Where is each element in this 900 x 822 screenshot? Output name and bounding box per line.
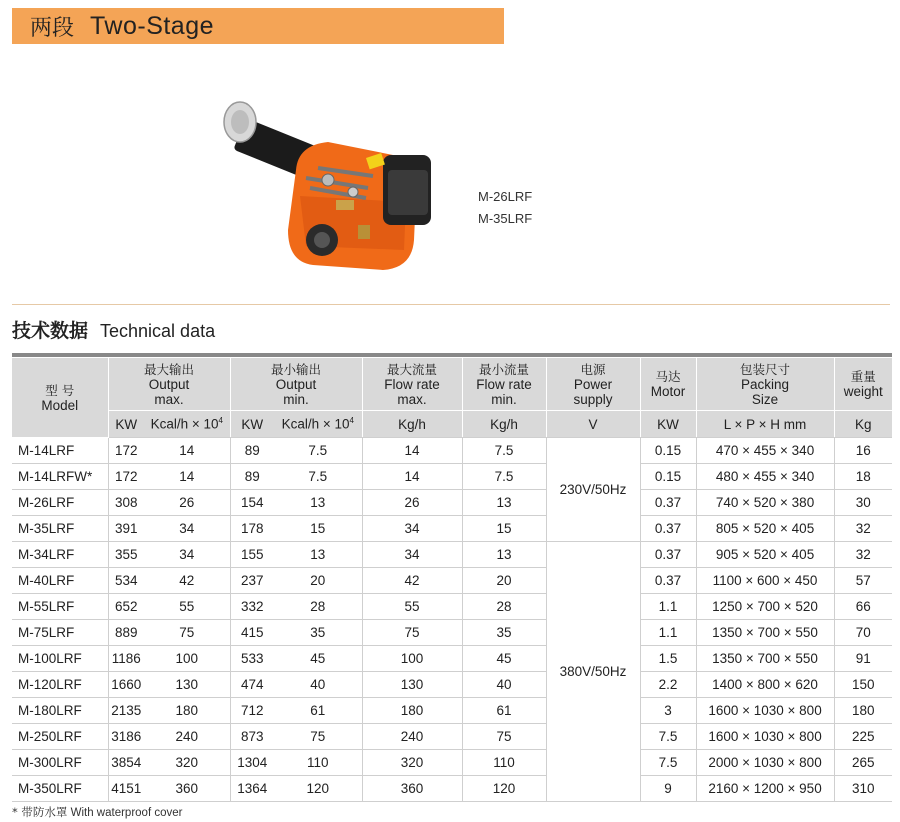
cell-model: M-55LRF (12, 594, 108, 620)
cell-motor: 0.37 (640, 568, 696, 594)
footnote-en: With waterproof cover (70, 807, 183, 819)
cell-motor: 7.5 (640, 750, 696, 776)
cell-power-supply: 380V/50Hz (546, 542, 640, 802)
cell-kw-min: 154 (230, 490, 274, 516)
unit-kw-max: KW (108, 411, 144, 438)
header-output-min-en2: min. (283, 391, 309, 407)
header-flow-max (362, 358, 462, 411)
unit-size: L × P × H mm (696, 411, 834, 438)
header-motor-cn: 马达 (655, 369, 681, 384)
cell-flow-min: 20 (462, 568, 546, 594)
cell-weight: 91 (834, 646, 892, 672)
cell-weight: 150 (834, 672, 892, 698)
header-packing-en1: Packing (741, 376, 790, 392)
cell-kcal-max: 55 (144, 594, 230, 620)
cell-kcal-max: 14 (144, 464, 230, 490)
banner-title-cn: 两段 (30, 15, 75, 41)
header-output-min-en1: Output (275, 376, 317, 392)
cell-flow-min: 13 (462, 542, 546, 568)
table-row (12, 620, 892, 646)
cell-size: 905 × 520 × 405 (696, 542, 834, 568)
cell-kcal-min: 13 (274, 490, 362, 516)
header-output-max-en1: Output (148, 376, 190, 392)
cell-kw-min: 1304 (230, 750, 274, 776)
cell-kw-min: 873 (230, 724, 274, 750)
cell-weight: 16 (834, 438, 892, 464)
cell-kw-min: 155 (230, 542, 274, 568)
table-row (12, 490, 892, 516)
unit-kcal-max-text: Kcal/h × 10 (150, 416, 219, 432)
header-flow-max-en1: Flow rate (384, 376, 440, 392)
header-output-max (108, 358, 230, 411)
unit-motor: KW (640, 411, 696, 438)
cell-kw-min: 89 (230, 464, 274, 490)
cell-flow-max: 14 (362, 438, 462, 464)
table-row (12, 776, 892, 802)
table-row (12, 750, 892, 776)
section-banner (12, 8, 504, 44)
header-power-en2: supply (573, 391, 613, 407)
cell-motor: 1.1 (640, 620, 696, 646)
cell-flow-max: 320 (362, 750, 462, 776)
cell-kw-max: 889 (108, 620, 144, 646)
burner-product-image (218, 100, 448, 280)
cell-size: 470 × 455 × 340 (696, 438, 834, 464)
cell-kcal-max: 42 (144, 568, 230, 594)
table-row (12, 698, 892, 724)
cell-kcal-min: 110 (274, 750, 362, 776)
cell-size: 1350 × 700 × 550 (696, 646, 834, 672)
cell-kw-max: 355 (108, 542, 144, 568)
cell-flow-max: 14 (362, 464, 462, 490)
cell-motor: 0.37 (640, 542, 696, 568)
unit-flow-min: Kg/h (462, 411, 546, 438)
cell-kw-max: 652 (108, 594, 144, 620)
cell-flow-max: 34 (362, 516, 462, 542)
technical-data-title (12, 316, 215, 343)
cell-flow-max: 34 (362, 542, 462, 568)
unit-kcal-min (274, 411, 362, 438)
unit-kcal-max (144, 411, 230, 438)
header-flow-min (462, 358, 546, 411)
cell-kw-min: 332 (230, 594, 274, 620)
header-flow-min-en2: min. (491, 391, 517, 407)
footnote (12, 804, 182, 820)
cell-flow-max: 180 (362, 698, 462, 724)
cell-kw-min: 415 (230, 620, 274, 646)
banner-title-en: Two-Stage (90, 11, 215, 40)
cell-model: M-34LRF (12, 542, 108, 568)
table-row (12, 724, 892, 750)
cell-flow-max: 240 (362, 724, 462, 750)
section-divider (12, 304, 890, 305)
header-packing-en2: Size (751, 391, 779, 407)
technical-data-table (12, 358, 892, 802)
cell-size: 2000 × 1030 × 800 (696, 750, 834, 776)
cell-kcal-min: 7.5 (274, 464, 362, 490)
header-flow-max-cn: 最大流量 (387, 361, 438, 377)
cell-power-supply: 230V/50Hz (546, 438, 640, 542)
cell-weight: 32 (834, 516, 892, 542)
cell-flow-max: 42 (362, 568, 462, 594)
header-flow-max-en2: max. (397, 391, 427, 407)
cell-model: M-40LRF (12, 568, 108, 594)
cell-model: M-75LRF (12, 620, 108, 646)
cell-size: 805 × 520 × 405 (696, 516, 834, 542)
header-output-max-cn: 最大输出 (144, 361, 195, 377)
header-row-main (12, 358, 892, 411)
cell-flow-min: 45 (462, 646, 546, 672)
cell-size: 740 × 520 × 380 (696, 490, 834, 516)
cell-size: 1350 × 700 × 550 (696, 620, 834, 646)
header-row-units (12, 411, 892, 438)
cell-flow-min: 28 (462, 594, 546, 620)
cell-kw-max: 308 (108, 490, 144, 516)
cell-kcal-max: 320 (144, 750, 230, 776)
unit-flow-max: Kg/h (362, 411, 462, 438)
cell-flow-min: 40 (462, 672, 546, 698)
cell-kcal-max: 34 (144, 542, 230, 568)
cell-model: M-14LRF (12, 438, 108, 464)
header-packing-cn: 包装尺寸 (740, 361, 791, 377)
table-row (12, 464, 892, 490)
cell-kcal-min: 15 (274, 516, 362, 542)
cell-flow-min: 61 (462, 698, 546, 724)
cell-kcal-min: 75 (274, 724, 362, 750)
cell-kw-max: 1186 (108, 646, 144, 672)
cell-kw-max: 2135 (108, 698, 144, 724)
cell-kcal-max: 14 (144, 438, 230, 464)
pictured-model: M-26LRF (478, 189, 533, 204)
header-packing (696, 358, 834, 411)
table-row (12, 542, 892, 568)
cell-kw-max: 391 (108, 516, 144, 542)
table-top-rule (12, 353, 892, 357)
cell-flow-max: 55 (362, 594, 462, 620)
cell-flow-max: 360 (362, 776, 462, 802)
cell-flow-max: 26 (362, 490, 462, 516)
header-flow-min-en1: Flow rate (476, 376, 532, 392)
header-motor (640, 358, 696, 411)
header-output-min-cn: 最小输出 (271, 361, 322, 377)
cell-motor: 1.5 (640, 646, 696, 672)
cell-kw-min: 237 (230, 568, 274, 594)
cell-kw-max: 4151 (108, 776, 144, 802)
cell-weight: 57 (834, 568, 892, 594)
unit-kcal-min-text: Kcal/h × 10 (281, 416, 350, 432)
cell-size: 1250 × 700 × 520 (696, 594, 834, 620)
cell-model: M-350LRF (12, 776, 108, 802)
unit-volt: V (546, 411, 640, 438)
header-power-cn: 电源 (580, 361, 606, 377)
unit-kcal-min-exp: 4 (349, 416, 354, 426)
cell-flow-min: 7.5 (462, 464, 546, 490)
cell-motor: 0.15 (640, 464, 696, 490)
cell-model: M-120LRF (12, 672, 108, 698)
cell-weight: 180 (834, 698, 892, 724)
table-row (12, 568, 892, 594)
cell-kcal-min: 20 (274, 568, 362, 594)
cell-weight: 18 (834, 464, 892, 490)
cell-size: 480 × 455 × 340 (696, 464, 834, 490)
cell-kw-max: 3854 (108, 750, 144, 776)
cell-flow-max: 75 (362, 620, 462, 646)
cell-motor: 1.1 (640, 594, 696, 620)
cell-model: M-35LRF (12, 516, 108, 542)
cell-motor: 9 (640, 776, 696, 802)
cell-kcal-max: 100 (144, 646, 230, 672)
cell-kw-min: 1364 (230, 776, 274, 802)
cell-kcal-max: 130 (144, 672, 230, 698)
cell-kcal-min: 40 (274, 672, 362, 698)
cell-model: M-250LRF (12, 724, 108, 750)
cell-kcal-min: 7.5 (274, 438, 362, 464)
header-power-en1: Power (573, 376, 613, 392)
table-row (12, 516, 892, 542)
cell-flow-max: 130 (362, 672, 462, 698)
cell-kw-min: 533 (230, 646, 274, 672)
cell-kcal-min: 61 (274, 698, 362, 724)
cell-flow-min: 120 (462, 776, 546, 802)
unit-weight: Kg (834, 411, 892, 438)
header-model-cn: 型 号 (45, 382, 75, 398)
cell-kw-max: 3186 (108, 724, 144, 750)
cell-flow-min: 110 (462, 750, 546, 776)
header-output-min (230, 358, 362, 411)
cell-weight: 32 (834, 542, 892, 568)
cell-model: M-100LRF (12, 646, 108, 672)
cell-flow-min: 15 (462, 516, 546, 542)
cell-flow-min: 7.5 (462, 438, 546, 464)
header-model (12, 358, 108, 438)
cell-kw-max: 172 (108, 438, 144, 464)
table-row (12, 646, 892, 672)
cell-kcal-max: 240 (144, 724, 230, 750)
cell-motor: 0.15 (640, 438, 696, 464)
cell-kcal-max: 360 (144, 776, 230, 802)
pictured-model: M-35LRF (478, 211, 533, 226)
cell-motor: 0.37 (640, 490, 696, 516)
unit-kw-min: KW (230, 411, 274, 438)
cell-flow-min: 13 (462, 490, 546, 516)
cell-kw-min: 712 (230, 698, 274, 724)
cell-weight: 66 (834, 594, 892, 620)
cell-size: 1600 × 1030 × 800 (696, 724, 834, 750)
unit-kcal-max-exp: 4 (218, 416, 223, 426)
cell-kw-max: 534 (108, 568, 144, 594)
cell-motor: 0.37 (640, 516, 696, 542)
cell-motor: 7.5 (640, 724, 696, 750)
cell-motor: 3 (640, 698, 696, 724)
cell-model: M-14LRFW* (12, 464, 108, 490)
cell-kcal-min: 13 (274, 542, 362, 568)
cell-kcal-min: 45 (274, 646, 362, 672)
cell-kcal-min: 120 (274, 776, 362, 802)
cell-flow-min: 75 (462, 724, 546, 750)
cell-kcal-max: 180 (144, 698, 230, 724)
footnote-cn: * 带防水罩 (12, 805, 68, 819)
cell-size: 1100 × 600 × 450 (696, 568, 834, 594)
cell-weight: 265 (834, 750, 892, 776)
cell-kw-max: 1660 (108, 672, 144, 698)
cell-motor: 2.2 (640, 672, 696, 698)
cell-kcal-max: 75 (144, 620, 230, 646)
cell-size: 2160 × 1200 × 950 (696, 776, 834, 802)
cell-size: 1600 × 1030 × 800 (696, 698, 834, 724)
header-motor-en: Motor (650, 384, 686, 399)
cell-flow-min: 35 (462, 620, 546, 646)
header-flow-min-cn: 最小流量 (479, 361, 530, 377)
cell-weight: 70 (834, 620, 892, 646)
header-weight-cn: 重量 (850, 369, 876, 384)
table-row (12, 438, 892, 464)
cell-kcal-min: 35 (274, 620, 362, 646)
cell-kcal-max: 34 (144, 516, 230, 542)
cell-kw-min: 89 (230, 438, 274, 464)
cell-model: M-26LRF (12, 490, 108, 516)
cell-kcal-min: 28 (274, 594, 362, 620)
cell-flow-max: 100 (362, 646, 462, 672)
tech-title-cn: 技术数据 (12, 320, 89, 342)
table-row (12, 672, 892, 698)
header-weight-en: weight (843, 384, 883, 399)
cell-kcal-max: 26 (144, 490, 230, 516)
header-model-en: Model (41, 397, 79, 413)
pictured-model-list (478, 186, 532, 230)
header-output-max-en2: max. (154, 391, 184, 407)
header-weight (834, 358, 892, 411)
cell-weight: 225 (834, 724, 892, 750)
header-power (546, 358, 640, 411)
cell-kw-min: 178 (230, 516, 274, 542)
cell-kw-max: 172 (108, 464, 144, 490)
cell-model: M-300LRF (12, 750, 108, 776)
tech-title-en: Technical data (100, 321, 216, 341)
cell-weight: 310 (834, 776, 892, 802)
cell-kw-min: 474 (230, 672, 274, 698)
cell-model: M-180LRF (12, 698, 108, 724)
cell-weight: 30 (834, 490, 892, 516)
table-row (12, 594, 892, 620)
cell-size: 1400 × 800 × 620 (696, 672, 834, 698)
